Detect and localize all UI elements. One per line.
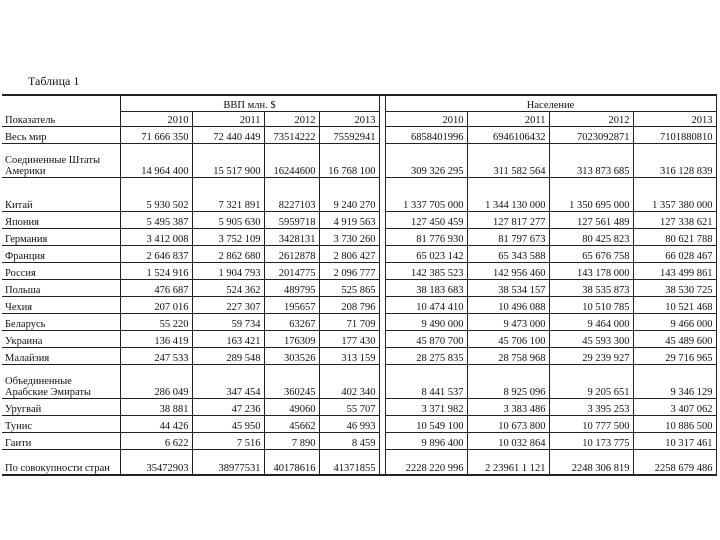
population-cell: 9 896 400 xyxy=(385,432,467,449)
year-header: 2011 xyxy=(192,111,264,126)
gdp-cell: 55 707 xyxy=(319,398,379,415)
row-label: По совокупности стран xyxy=(2,449,120,475)
row-label: Украина xyxy=(2,330,120,347)
gdp-cell: 136 419 xyxy=(120,330,192,347)
gdp-cell: 5 495 387 xyxy=(120,211,192,228)
population-cell: 10 474 410 xyxy=(385,296,467,313)
gdp-cell: 15 517 900 xyxy=(192,143,264,177)
gdp-cell: 7 321 891 xyxy=(192,177,264,211)
population-cell: 10 496 088 xyxy=(467,296,549,313)
gdp-cell: 227 307 xyxy=(192,296,264,313)
population-cell: 45 593 300 xyxy=(549,330,633,347)
gdp-cell: 72 440 449 xyxy=(192,126,264,143)
gdp-cell: 38977531 xyxy=(192,449,264,475)
table-row xyxy=(2,449,716,475)
gdp-cell: 476 687 xyxy=(120,279,192,296)
year-header: 2013 xyxy=(633,111,716,126)
gdp-cell: 195657 xyxy=(264,296,319,313)
gdp-cell: 524 362 xyxy=(192,279,264,296)
population-cell: 9 466 000 xyxy=(633,313,716,330)
population-cell: 65 343 588 xyxy=(467,245,549,262)
gdp-cell: 8227103 xyxy=(264,177,319,211)
gdp-cell: 45662 xyxy=(264,415,319,432)
gdp-cell: 5 905 630 xyxy=(192,211,264,228)
table-row xyxy=(2,262,716,279)
table-row xyxy=(2,415,716,432)
row-label: Россия xyxy=(2,262,120,279)
population-cell: 65 023 142 xyxy=(385,245,467,262)
gdp-cell: 5 930 502 xyxy=(120,177,192,211)
population-cell: 309 326 295 xyxy=(385,143,467,177)
gdp-cell: 207 016 xyxy=(120,296,192,313)
gdp-cell: 9 240 270 xyxy=(319,177,379,211)
year-header: 2012 xyxy=(549,111,633,126)
gdp-cell: 5959718 xyxy=(264,211,319,228)
row-label: Беларусь xyxy=(2,313,120,330)
data-table xyxy=(2,94,717,476)
table-row xyxy=(2,330,716,347)
gdp-cell: 14 964 400 xyxy=(120,143,192,177)
gdp-cell: 7 890 xyxy=(264,432,319,449)
population-cell: 3 383 486 xyxy=(467,398,549,415)
population-cell: 6946106432 xyxy=(467,126,549,143)
population-cell: 10 886 500 xyxy=(633,415,716,432)
population-cell: 38 535 873 xyxy=(549,279,633,296)
population-cell: 38 183 683 xyxy=(385,279,467,296)
gdp-cell: 44 426 xyxy=(120,415,192,432)
gdp-cell: 45 950 xyxy=(192,415,264,432)
gdp-cell: 3428131 xyxy=(264,228,319,245)
row-label: Франция xyxy=(2,245,120,262)
population-cell: 65 676 758 xyxy=(549,245,633,262)
gdp-cell: 402 340 xyxy=(319,364,379,398)
gdp-cell: 38 881 xyxy=(120,398,192,415)
population-cell: 9 464 000 xyxy=(549,313,633,330)
indicator-header: Показатель xyxy=(2,95,120,126)
gdp-cell: 525 865 xyxy=(319,279,379,296)
gdp-cell: 347 454 xyxy=(192,364,264,398)
gdp-cell: 303526 xyxy=(264,347,319,364)
table-row xyxy=(2,245,716,262)
gdp-cell: 63267 xyxy=(264,313,319,330)
gdp-cell: 2612878 xyxy=(264,245,319,262)
gdp-cell: 163 421 xyxy=(192,330,264,347)
table-row xyxy=(2,143,716,177)
population-cell: 80 425 823 xyxy=(549,228,633,245)
gdp-cell: 177 430 xyxy=(319,330,379,347)
gdp-cell: 360245 xyxy=(264,364,319,398)
row-label: Малайзия xyxy=(2,347,120,364)
population-cell: 2258 679 486 xyxy=(633,449,716,475)
row-label: Чехия xyxy=(2,296,120,313)
row-label: Весь мир xyxy=(2,126,120,143)
gdp-cell: 59 734 xyxy=(192,313,264,330)
year-header: 2013 xyxy=(319,111,379,126)
table-row xyxy=(2,432,716,449)
table-caption: Таблица 1 xyxy=(28,74,80,88)
population-cell: 1 337 705 000 xyxy=(385,177,467,211)
table-row xyxy=(2,364,716,398)
gdp-cell: 73514222 xyxy=(264,126,319,143)
gdp-cell: 16244600 xyxy=(264,143,319,177)
population-cell: 81 797 673 xyxy=(467,228,549,245)
population-cell: 127 817 277 xyxy=(467,211,549,228)
gdp-cell: 2 646 837 xyxy=(120,245,192,262)
population-cell: 3 407 062 xyxy=(633,398,716,415)
gdp-cell: 4 919 563 xyxy=(319,211,379,228)
population-cell: 10 549 100 xyxy=(385,415,467,432)
table-row xyxy=(2,211,716,228)
population-cell: 143 499 861 xyxy=(633,262,716,279)
population-cell: 9 205 651 xyxy=(549,364,633,398)
table-row xyxy=(2,398,716,415)
gdp-cell: 247 533 xyxy=(120,347,192,364)
population-cell: 81 776 930 xyxy=(385,228,467,245)
gdp-cell: 71 709 xyxy=(319,313,379,330)
population-cell: 1 357 380 000 xyxy=(633,177,716,211)
row-label: Польша xyxy=(2,279,120,296)
table-row xyxy=(2,126,716,143)
population-cell: 45 870 700 xyxy=(385,330,467,347)
population-cell: 2248 306 819 xyxy=(549,449,633,475)
gdp-cell: 2 862 680 xyxy=(192,245,264,262)
gdp-cell: 75592941 xyxy=(319,126,379,143)
gdp-cell: 35472903 xyxy=(120,449,192,475)
population-cell: 9 473 000 xyxy=(467,313,549,330)
year-header: 2010 xyxy=(120,111,192,126)
gdp-cell: 1 904 793 xyxy=(192,262,264,279)
row-label: Япония xyxy=(2,211,120,228)
gdp-cell: 2 806 427 xyxy=(319,245,379,262)
gdp-cell: 49060 xyxy=(264,398,319,415)
population-cell: 28 758 968 xyxy=(467,347,549,364)
population-cell: 127 561 489 xyxy=(549,211,633,228)
population-cell: 10 777 500 xyxy=(549,415,633,432)
gdp-cell: 176309 xyxy=(264,330,319,347)
row-label: Гаити xyxy=(2,432,120,449)
population-cell: 1 344 130 000 xyxy=(467,177,549,211)
gdp-cell: 208 796 xyxy=(319,296,379,313)
population-cell: 3 371 982 xyxy=(385,398,467,415)
row-label: Китай xyxy=(2,177,120,211)
gdp-cell: 41371855 xyxy=(319,449,379,475)
gdp-cell: 40178616 xyxy=(264,449,319,475)
population-cell: 1 350 695 000 xyxy=(549,177,633,211)
gdp-cell: 3 752 109 xyxy=(192,228,264,245)
population-cell: 311 582 564 xyxy=(467,143,549,177)
population-cell: 10 673 800 xyxy=(467,415,549,432)
row-label: Соединенные Штаты Америки xyxy=(2,143,120,177)
table-row xyxy=(2,313,716,330)
population-cell: 2 23961 1 121 xyxy=(467,449,549,475)
row-label: Объединенные Арабские Эмираты xyxy=(2,364,120,398)
year-header: 2012 xyxy=(264,111,319,126)
population-cell: 80 621 788 xyxy=(633,228,716,245)
population-cell: 29 716 965 xyxy=(633,347,716,364)
gdp-cell: 313 159 xyxy=(319,347,379,364)
population-cell: 127 450 459 xyxy=(385,211,467,228)
gdp-cell: 289 548 xyxy=(192,347,264,364)
header-row-groups xyxy=(2,95,716,111)
gdp-cell: 16 768 100 xyxy=(319,143,379,177)
population-cell: 10 317 461 xyxy=(633,432,716,449)
gdp-cell: 3 412 008 xyxy=(120,228,192,245)
gdp-cell: 55 220 xyxy=(120,313,192,330)
gdp-cell: 2 096 777 xyxy=(319,262,379,279)
population-cell: 10 173 775 xyxy=(549,432,633,449)
population-cell: 6858401996 xyxy=(385,126,467,143)
population-cell: 3 395 253 xyxy=(549,398,633,415)
population-cell: 8 441 537 xyxy=(385,364,467,398)
population-cell: 45 489 600 xyxy=(633,330,716,347)
gdp-group-header: ВВП млн. $ xyxy=(120,95,379,111)
gdp-cell: 286 049 xyxy=(120,364,192,398)
population-cell: 8 925 096 xyxy=(467,364,549,398)
population-cell: 66 028 467 xyxy=(633,245,716,262)
population-cell: 142 956 460 xyxy=(467,262,549,279)
gdp-cell: 2014775 xyxy=(264,262,319,279)
population-cell: 10 521 468 xyxy=(633,296,716,313)
population-cell: 38 530 725 xyxy=(633,279,716,296)
population-cell: 9 346 129 xyxy=(633,364,716,398)
year-header: 2011 xyxy=(467,111,549,126)
population-cell: 7101880810 xyxy=(633,126,716,143)
population-cell: 45 706 100 xyxy=(467,330,549,347)
population-cell: 10 510 785 xyxy=(549,296,633,313)
gdp-cell: 47 236 xyxy=(192,398,264,415)
gdp-cell: 489795 xyxy=(264,279,319,296)
row-label: Тунис xyxy=(2,415,120,432)
population-cell: 2228 220 996 xyxy=(385,449,467,475)
table-row xyxy=(2,347,716,364)
gdp-cell: 3 730 260 xyxy=(319,228,379,245)
population-cell: 38 534 157 xyxy=(467,279,549,296)
population-cell: 7023092871 xyxy=(549,126,633,143)
gdp-cell: 1 524 916 xyxy=(120,262,192,279)
year-header: 2010 xyxy=(385,111,467,126)
gdp-cell: 6 622 xyxy=(120,432,192,449)
population-cell: 127 338 621 xyxy=(633,211,716,228)
gdp-cell: 71 666 350 xyxy=(120,126,192,143)
row-label: Германия xyxy=(2,228,120,245)
population-cell: 10 032 864 xyxy=(467,432,549,449)
table-row xyxy=(2,228,716,245)
gdp-cell: 46 993 xyxy=(319,415,379,432)
table-body xyxy=(2,126,716,475)
population-cell: 313 873 685 xyxy=(549,143,633,177)
population-cell: 142 385 523 xyxy=(385,262,467,279)
population-cell: 143 178 000 xyxy=(549,262,633,279)
row-label: Уругвай xyxy=(2,398,120,415)
table-row xyxy=(2,279,716,296)
table-row xyxy=(2,296,716,313)
gdp-cell: 8 459 xyxy=(319,432,379,449)
table-row xyxy=(2,177,716,211)
population-cell: 29 239 927 xyxy=(549,347,633,364)
population-group-header: Население xyxy=(385,95,716,111)
gdp-cell: 7 516 xyxy=(192,432,264,449)
population-cell: 9 490 000 xyxy=(385,313,467,330)
population-cell: 316 128 839 xyxy=(633,143,716,177)
population-cell: 28 275 835 xyxy=(385,347,467,364)
